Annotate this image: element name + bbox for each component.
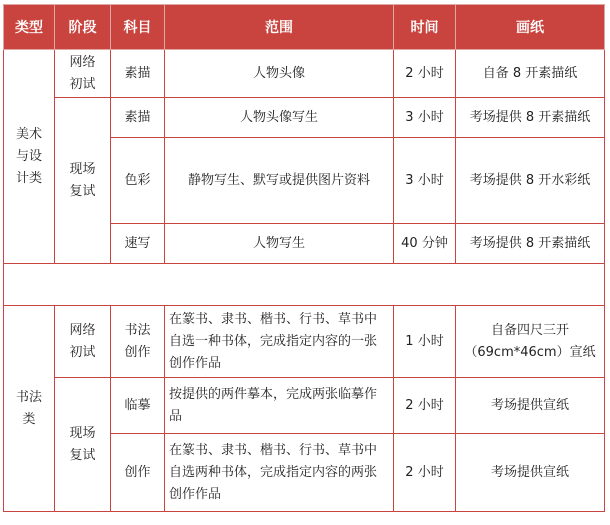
paper-cell: 考场提供 8 开水彩纸 — [456, 138, 605, 224]
header-scope: 范围 — [165, 5, 394, 50]
table-row — [4, 378, 605, 434]
subject-cell: 速写 — [111, 224, 165, 264]
header-time: 时间 — [394, 5, 456, 50]
paper-cell: 考场提供宣纸 — [456, 378, 605, 434]
time-cell: 2 小时 — [394, 50, 456, 98]
header-paper: 画纸 — [456, 5, 605, 50]
subject-cell: 书法 创作 — [111, 306, 165, 378]
subject-cell: 素描 — [111, 50, 165, 98]
paper-cell: 考场提供 8 开素描纸 — [456, 224, 605, 264]
table-row — [4, 98, 605, 138]
header-stage: 阶段 — [55, 5, 111, 50]
stage-cell: 现场 复试 — [55, 98, 111, 264]
time-cell: 40 分钟 — [394, 224, 456, 264]
subject-cell: 素描 — [111, 98, 165, 138]
header-row — [4, 5, 605, 50]
exam-table — [3, 4, 605, 512]
subject-cell: 创作 — [111, 434, 165, 512]
scope-cell: 人物头像 — [165, 50, 394, 98]
paper-cell: 考场提供宣纸 — [456, 434, 605, 512]
time-cell: 2 小时 — [394, 434, 456, 512]
table-row — [4, 50, 605, 98]
paper-cell: 自备 8 开素描纸 — [456, 50, 605, 98]
time-cell: 3 小时 — [394, 138, 456, 224]
scope-cell: 在篆书、隶书、楷书、行书、草书中自选两种书体，完成指定内容的两张创作作品 — [165, 434, 394, 512]
table-row — [4, 306, 605, 378]
scope-cell: 静物写生、默写或提供图片资料 — [165, 138, 394, 224]
stage-cell: 现场 复试 — [55, 378, 111, 512]
table-container — [3, 4, 605, 512]
subject-cell: 色彩 — [111, 138, 165, 224]
separator-row — [4, 264, 605, 306]
stage-cell: 网络 初试 — [55, 50, 111, 98]
scope-cell: 人物写生 — [165, 224, 394, 264]
time-cell: 2 小时 — [394, 378, 456, 434]
scope-cell: 在篆书、隶书、楷书、行书、草书中自选一种书体，完成指定内容的一张创作作品 — [165, 306, 394, 378]
paper-cell: 考场提供 8 开素描纸 — [456, 98, 605, 138]
time-cell: 3 小时 — [394, 98, 456, 138]
scope-cell: 按提供的两件摹本，完成两张临摹作品 — [165, 378, 394, 434]
subject-cell: 临摹 — [111, 378, 165, 434]
header-subject: 科目 — [111, 5, 165, 50]
type-cell: 书法 类 — [4, 306, 55, 512]
stage-cell: 网络 初试 — [55, 306, 111, 378]
header-type: 类型 — [4, 5, 55, 50]
paper-cell: 自备四尺三开 （69cm*46cm）宣纸 — [456, 306, 605, 378]
empty-separator-cell — [4, 264, 605, 306]
time-cell: 1 小时 — [394, 306, 456, 378]
scope-cell: 人物头像写生 — [165, 98, 394, 138]
type-cell: 美术 与设 计类 — [4, 50, 55, 264]
